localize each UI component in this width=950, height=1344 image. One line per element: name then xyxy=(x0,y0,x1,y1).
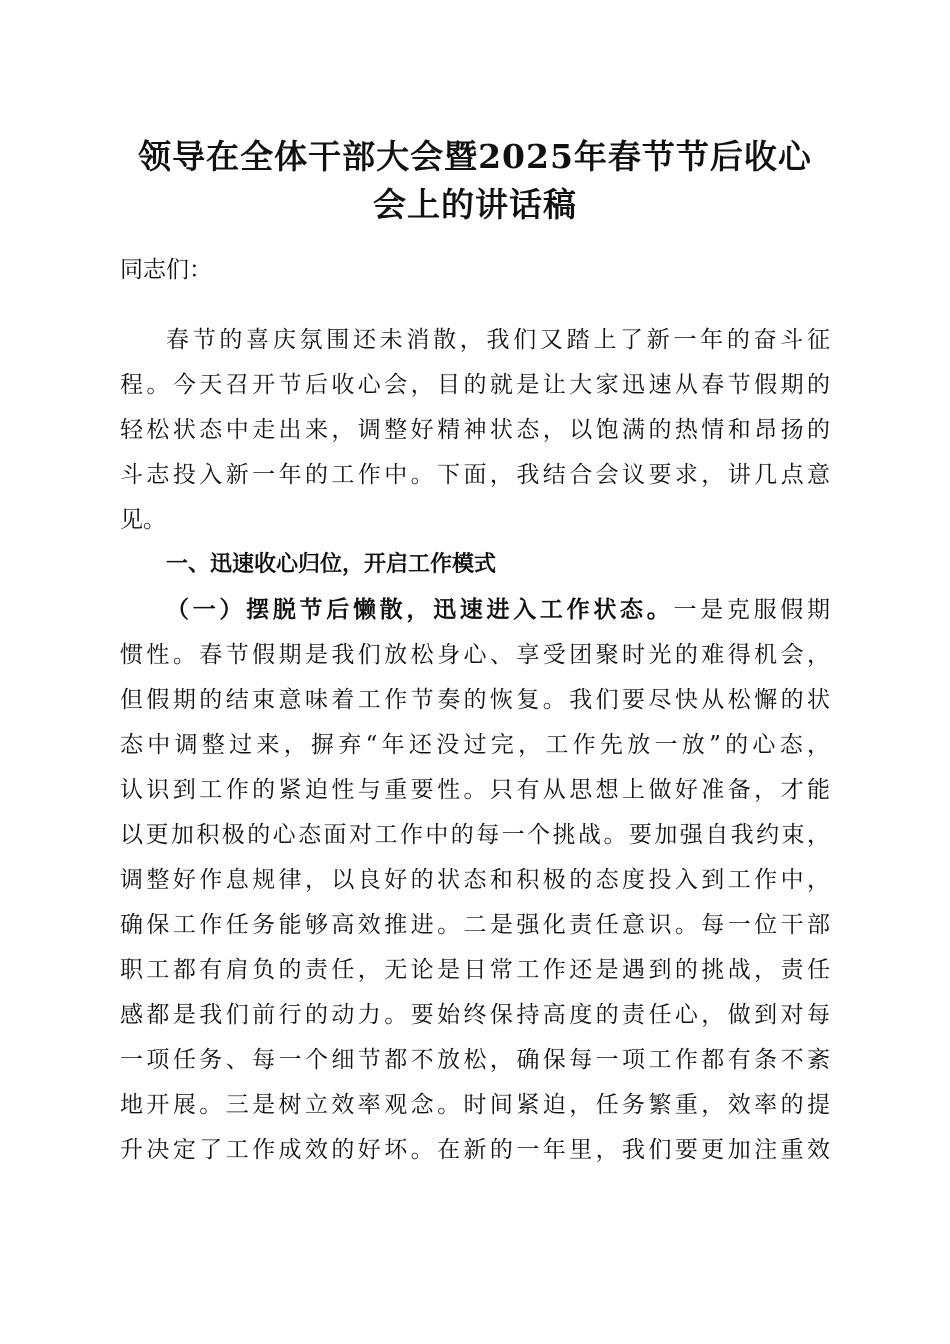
paragraph-line: 认识到工作的紧迫性与重要性。只有从思想上做好准备，才能 xyxy=(120,777,830,803)
paragraph-line: 一项任务、每一个细节都不放松，确保每一项工作都有条不紊 xyxy=(120,1047,830,1073)
document-title xyxy=(120,133,830,229)
paragraph-line: 但假期的结束意味着工作节奏的恢复。我们要尽快从松懈的状 xyxy=(120,687,830,713)
paragraph-line: 感都是我们前行的动力。要始终保持高度的责任心，做到对每 xyxy=(120,1002,830,1028)
subsection-heading: （一）摆脱节后懒散，迅速进入工作状态。 xyxy=(166,596,674,623)
paragraph-line: 惯性。春节假期是我们放松身心、享受团聚时光的难得机会， xyxy=(120,642,830,668)
paragraph-line: 地开展。三是树立效率观念。时间紧迫，任务繁重，效率的提 xyxy=(120,1092,830,1118)
paragraph-line: 职工都有肩负的责任，无论是日常工作还是遇到的挑战，责任 xyxy=(120,957,830,983)
title-line-1: 领导在全体干部大会暨2025年春节节后收心 xyxy=(138,137,812,176)
paragraph-line: 轻松状态中走出来，调整好精神状态，以饱满的热情和昂扬的 xyxy=(120,417,830,443)
section-heading: 一、迅速收心归位，开启工作模式 xyxy=(166,552,497,577)
subsection-first-line xyxy=(166,587,830,633)
paragraph-line: 升决定了工作成效的好坏。在新的一年里，我们要更加注重效 xyxy=(120,1137,830,1163)
paragraph-line: 见。 xyxy=(120,507,166,533)
paragraph-line: 调整好作息规律，以良好的状态和积极的态度投入到工作中， xyxy=(120,867,830,893)
paragraph-line: 确保工作任务能够高效推进。二是强化责任意识。每一位干部 xyxy=(120,912,830,938)
paragraph-line: 态中调整过来，摒弃“年还没过完，工作先放一放”的心态， xyxy=(120,732,830,758)
paragraph-line: 春节的喜庆氛围还未消散，我们又踏上了新一年的奋斗征 xyxy=(166,327,830,353)
paragraph-line: 斗志投入新一年的工作中。下面，我结合会议要求，讲几点意 xyxy=(120,462,830,488)
paragraph-line: 程。今天召开节后收心会，目的就是让大家迅速从春节假期的 xyxy=(120,372,830,398)
subsection-line-rest: 一是克服假期 xyxy=(673,597,830,623)
salutation: 同志们： xyxy=(120,257,212,283)
title-line-2: 会上的讲话稿 xyxy=(373,185,577,224)
paragraph-line: 以更加积极的心态面对工作中的每一个挑战。要加强自我约束， xyxy=(120,822,830,848)
